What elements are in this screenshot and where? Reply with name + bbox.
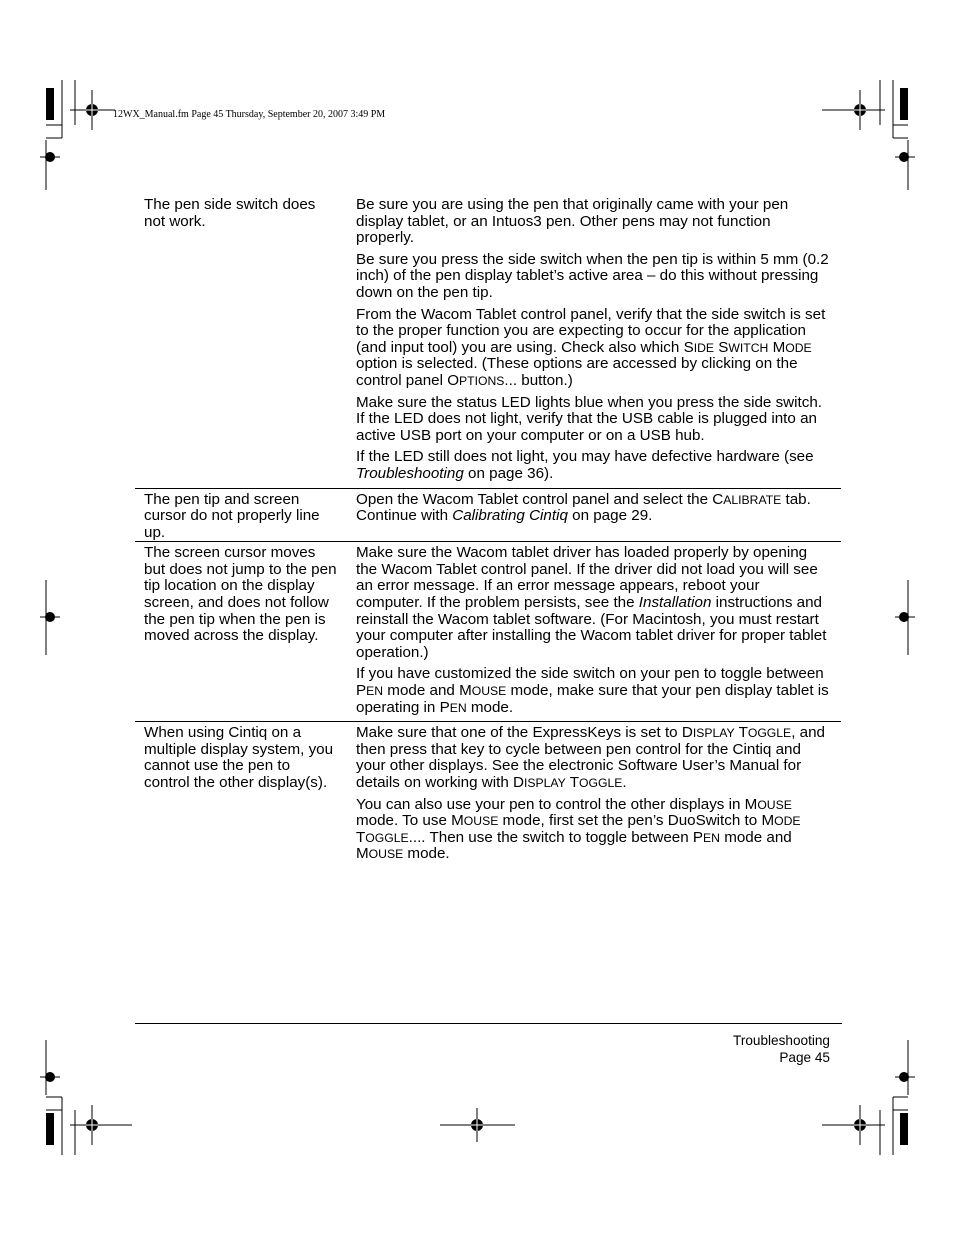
- small-caps-term: ISPLAY: [692, 726, 735, 741]
- text-run: mode, make sure that your pen display tablet is operating in: [356, 682, 829, 716]
- text-run: If you have customized the side switch on your pen to toggle between: [356, 665, 824, 683]
- small-caps-term: P: [692, 828, 704, 846]
- solution-paragraph: [356, 252, 829, 302]
- small-caps-term: D: [681, 724, 693, 742]
- text-run: ... button.): [504, 371, 573, 389]
- small-caps-term: ODE: [785, 340, 812, 355]
- text-run: .: [622, 774, 627, 791]
- text-run: .... Then use the switch to toggle between: [408, 828, 693, 846]
- text-run: on page 29.: [567, 507, 653, 525]
- small-caps-term: OGGLE: [579, 776, 623, 790]
- text-run: Open the Wacom Tablet control panel and select the: [356, 490, 713, 508]
- small-caps-term: OGGLE: [365, 830, 409, 845]
- small-caps-term: OUSE: [368, 847, 404, 862]
- small-caps-term: OGGLE: [747, 726, 792, 741]
- text-run: mode.: [403, 845, 450, 863]
- cross-reference: Calibrating Cintiq: [452, 507, 568, 525]
- small-caps-term: D: [513, 774, 524, 791]
- small-caps-term: S: [718, 338, 729, 356]
- small-caps-term: ALIBRATE: [723, 492, 782, 507]
- solution-cell: [347, 542, 841, 721]
- solution-cell: [347, 195, 841, 488]
- text-run: on page 36).: [463, 464, 554, 482]
- small-caps-term: M: [459, 682, 472, 700]
- small-caps-term: P: [356, 682, 367, 700]
- small-caps-term: M: [744, 795, 758, 813]
- small-caps-term: PTIONS: [459, 373, 505, 388]
- footer-rule: [135, 1023, 842, 1024]
- problem-cell: The pen tip and screen cursor do not properly line up.: [144, 490, 320, 541]
- problem-cell: The screen cursor moves but does not jump to the pen tip location on the display screen, and does not follow the pen tip when the pen is moved across the display.: [144, 544, 337, 645]
- problem-cell: When using Cintiq on a multiple display system, you cannot use the pen to control the other display(s).: [144, 724, 334, 791]
- text-run: mode, first set the pen’s DuoSwitch to: [498, 812, 762, 830]
- table-row: [135, 488, 841, 542]
- text-run: option is selected. (These options are accessed by clicking on the control panel: [356, 355, 798, 389]
- page-footer: [733, 1032, 830, 1066]
- small-caps-term: S: [683, 338, 694, 356]
- text-run: Make sure that one of the ExpressKeys is set to: [356, 724, 682, 742]
- small-caps-term: EN: [449, 700, 467, 715]
- cross-reference: Troubleshooting: [356, 464, 464, 482]
- text-run: You can also use your pen to control the other displays in: [356, 795, 745, 813]
- text-run: mode.: [466, 698, 514, 716]
- solution-paragraph: [356, 545, 829, 661]
- text-run: , and then press that key to cycle between pen control for the Cintiq and your other displays. See the electronic Software User’s Manual for details on working with: [356, 724, 825, 791]
- text-run: Make sure the Wacom tablet driver has loaded properly by opening the Wacom Tablet control panel. If the driver did not load you will see an error message. If an error message appears, reboot your computer. If the problem persists, see the: [356, 544, 818, 612]
- small-caps-term: M: [451, 812, 464, 830]
- text-run: If the LED still does not light, you may have defective hardware (see: [356, 448, 814, 466]
- print-slug: 12WX_Manual.fm Page 45 Thursday, September 20, 2007 3:49 PM: [113, 109, 386, 120]
- small-caps-term: M: [356, 845, 369, 863]
- small-caps-term: T: [356, 828, 366, 846]
- small-caps-term: ODE: [774, 814, 801, 829]
- cross-reference: Installation: [638, 594, 712, 612]
- small-caps-term: OUSE: [463, 814, 499, 829]
- footer-section: Troubleshooting: [733, 1033, 830, 1048]
- small-caps-term: ISPLAY: [523, 776, 566, 790]
- small-caps-term: T: [738, 724, 748, 742]
- text-run: mode and: [383, 682, 460, 700]
- solution-paragraph: [356, 197, 829, 247]
- text-run: tab. Continue with: [356, 490, 811, 525]
- small-caps-term: OUSE: [757, 797, 792, 812]
- text-run: mode and: [719, 828, 792, 846]
- small-caps-term: WITCH: [728, 340, 769, 355]
- text-run: instructions and reinstall the Wacom tablet software. (For Macintosh, you must restart your computer after installing the Wacom tablet driver for proper tablet operation.): [356, 594, 827, 661]
- solution-paragraph: [356, 725, 829, 791]
- table-row: [135, 195, 841, 488]
- footer-page-number: Page 45: [779, 1050, 830, 1065]
- table-row: [135, 721, 841, 868]
- small-caps-term: O: [447, 371, 460, 389]
- solution-paragraph: [356, 307, 829, 390]
- text-run: From the Wacom Tablet control panel, verify that the side switch is set to the proper function you are expecting to occur for the application (and input tool) you are using. Check also which: [356, 305, 826, 356]
- small-caps-term: EN: [703, 830, 720, 845]
- solution-paragraph: [356, 666, 829, 716]
- solution-paragraph: [356, 492, 829, 525]
- small-caps-term: T: [569, 774, 579, 791]
- small-caps-term: P: [439, 698, 450, 716]
- small-caps-term: C: [712, 490, 724, 508]
- solution-cell: [347, 722, 841, 868]
- solution-paragraph: [356, 395, 829, 445]
- text-run: Be sure you are using the pen that originally came with your pen display tablet, or an Intuos3 pen. Other pens may not function properly.: [356, 196, 789, 247]
- text-run: Be sure you press the side switch when the pen tip is within 5 mm (0.2 inch) of the pen display tablet’s active area – do this without pressing down on the pen tip.: [356, 250, 829, 301]
- solution-paragraph: [356, 797, 829, 863]
- troubleshooting-table: [135, 195, 841, 868]
- table-row: [135, 541, 841, 721]
- small-caps-term: M: [772, 338, 786, 356]
- small-caps-term: EN: [366, 684, 384, 699]
- solution-paragraph: [356, 449, 829, 482]
- small-caps-term: OUSE: [471, 684, 507, 699]
- small-caps-term: M: [761, 812, 775, 830]
- small-caps-term: IDE: [693, 340, 715, 355]
- problem-cell: The pen side switch does not work.: [144, 196, 316, 230]
- text-run: Make sure the status LED lights blue when you press the side switch. If the LED does not light, verify that the USB cable is plugged into an active USB port on your computer or on a USB hub.: [356, 393, 822, 444]
- text-run: mode. To use: [356, 812, 452, 830]
- solution-cell: [347, 489, 841, 542]
